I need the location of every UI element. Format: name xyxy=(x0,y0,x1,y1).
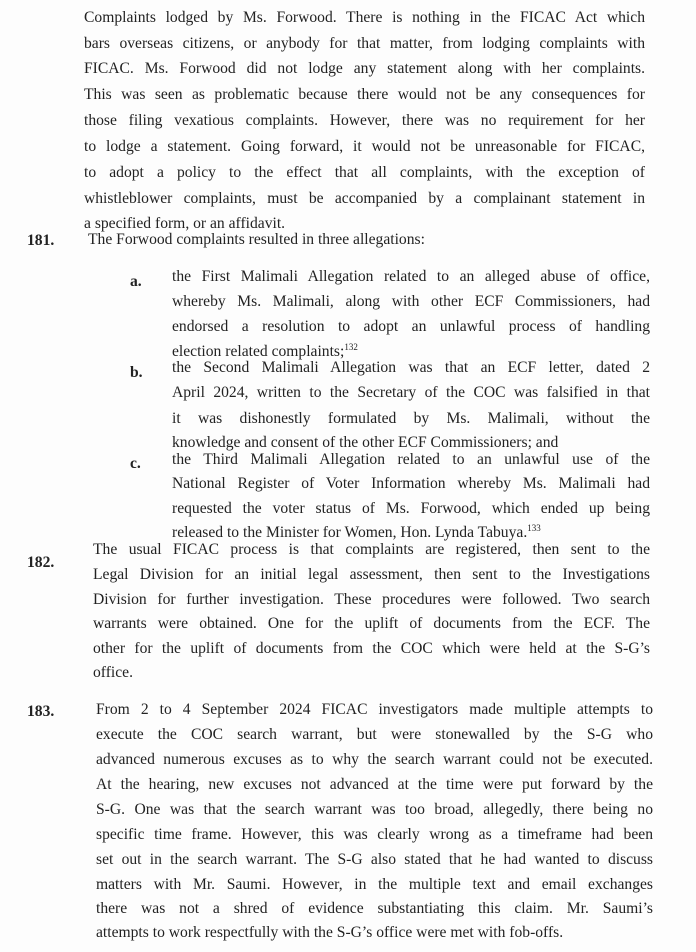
text-line: Legal Division for an initial legal assessment, then sent to the Investigations xyxy=(93,566,650,583)
text-line: knowledge and consent of the other ECF Commissioners; and xyxy=(172,434,559,451)
text-line: warrants were obtained. One for the uplift of documents from the ECF. The xyxy=(93,615,650,632)
text-line: Division for further investigation. These procedures were followed. Two search xyxy=(93,591,650,608)
item-label: c. xyxy=(130,455,141,472)
text-line: specific time frame. However, this was clearly wrong as a timeframe had been xyxy=(96,826,653,843)
item-label: b. xyxy=(130,364,143,381)
text-line: April 2024, written to the Secretary of the COC was falsified in that xyxy=(172,384,650,401)
text-line: matters with Mr. Saumi. However, in the multiple text and email exchanges xyxy=(96,876,653,893)
text-line: whereby Ms. Malimali, along with other ECF Commissioners, had xyxy=(172,293,650,310)
item-label: a. xyxy=(130,273,142,290)
paragraph-intro: The Forwood complaints resulted in three allegations: xyxy=(88,231,425,248)
text-line: to lodge a statement. Going forward, it would not be unreasonable for FICAC, xyxy=(84,138,645,155)
paragraph-number: 182. xyxy=(27,554,55,571)
text-line: other for the uplift of documents from the COC which were held at the S-G’s xyxy=(93,640,650,657)
item-text: election related complaints; xyxy=(172,343,345,360)
text-line: National Register of Voter Information whereby Ms. Malimali had xyxy=(172,475,650,492)
text-line: requested the voter status of Ms. Forwood, which ended up being xyxy=(172,500,650,517)
text-line: set out in the search warrant. The S-G also stated that he had wanted to discuss xyxy=(96,851,653,868)
footnote-ref[interactable]: 133 xyxy=(527,523,541,533)
footnote-ref[interactable]: 132 xyxy=(344,342,358,352)
text-line: bars overseas citizens, or anybody for that matter, from lodging complaints with xyxy=(84,35,645,52)
text-line: those filing vexatious complaints. However, there was no requirement for her xyxy=(84,112,645,129)
text-line: endorsed a resolution to adopt an unlawful process of handling xyxy=(172,318,650,335)
text-line: From 2 to 4 September 2024 FICAC investigators made multiple attempts to xyxy=(96,701,653,718)
text-line xyxy=(172,524,541,542)
text-line: The usual FICAC process is that complaints are registered, then sent to the xyxy=(93,541,650,558)
text-line: the Third Malimali Allegation related to an unlawful use of the xyxy=(172,451,650,468)
text-line: office. xyxy=(93,664,133,681)
text-line: S-G. One was that the search warrant was too broad, allegedly, there being no xyxy=(96,801,653,818)
text-line: At the hearing, new excuses not advanced at the time were put forward by the xyxy=(96,776,653,793)
text-line: execute the COC search warrant, but were stonewalled by the S-G who xyxy=(96,726,653,743)
text-line: advanced numerous excuses as to why the search warrant could not be executed. xyxy=(96,751,653,768)
text-line: the First Malimali Allegation related to an alleged abuse of office, xyxy=(172,268,650,285)
text-line: This was seen as problematic because there would not be any consequences for xyxy=(84,86,645,103)
text-line: it was dishonestly formulated by Ms. Malimali, without the xyxy=(172,410,650,427)
text-line: there was not a shred of evidence substantiating this claim. Mr. Saumi’s xyxy=(96,900,653,917)
text-line: a specified form, or an affidavit. xyxy=(84,215,286,232)
text-line: to adopt a policy to the effect that all complaints, with the exception of xyxy=(84,164,645,181)
item-text: released to the Minister for Women, Hon. Lynda Tabuya. xyxy=(172,524,528,541)
text-line: whistleblower complaints, must be accompanied by a complainant statement in xyxy=(84,190,645,207)
text-line: the Second Malimali Allegation was that an ECF letter, dated 2 xyxy=(172,359,650,376)
text-line: attempts to work respectfully with the S-G’s office were met with fob-offs. xyxy=(96,924,564,941)
paragraph-number: 183. xyxy=(27,703,55,720)
paragraph-number: 181. xyxy=(27,232,55,249)
text-line: Complaints lodged by Ms. Forwood. There is nothing in the FICAC Act which xyxy=(84,9,645,26)
text-line: FICAC. Ms. Forwood did not lodge any statement along with her complaints. xyxy=(84,60,645,77)
